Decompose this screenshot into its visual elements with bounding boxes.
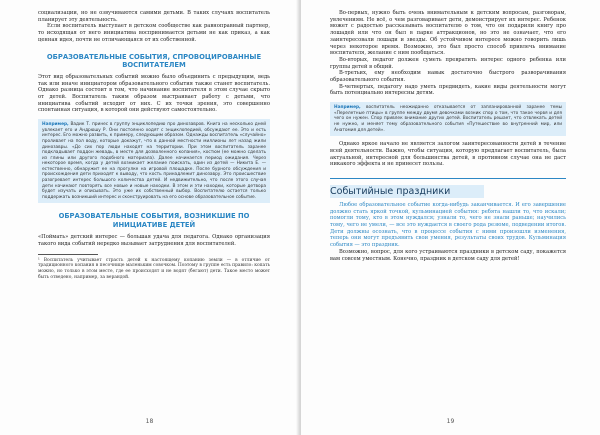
example-note-right-body: воспитатель неожиданно отказывается от запланированной заранее темы «Перелетные птицы» в группе между двумя девочками возник спор о том, что такое червя и для чего он нужен. Спор привлек внимание других детей. Воспитатель решает, что отвлекать детей не нужно, и меняет тему образовательного события «Путешествие во внутренний мир, или Анатомия для детей». bbox=[334, 105, 562, 133]
right-paragraph-5: Однако яркое начало не является залогом заинтересованности детей в течение всей деятельности. Важно, чтобы ситуация, которую предлагает воспитатель, была актуальной, интересной для большинства детей, в противном случае она не даст никакого эффекта и не принесет пользы. bbox=[330, 141, 566, 168]
right-paragraph-4: В-четвертых, педагогу надо уметь предвидеть, какие виды деятельности могут быть потенциально интересны детям. bbox=[330, 83, 566, 97]
right-paragraph-6: Возможно, вопрос, для кого устраиваются праздники в детском саду, покажется вам совсем уместным. Конечно, праздник в детском саду для детей! bbox=[330, 248, 566, 262]
left-paragraph-4: «Поймать» детский интерес — большая удача для педагога. Однако организация такого вида событий нередко вызывает затруднения для воспитателей. bbox=[38, 233, 270, 247]
left-page bbox=[0, 0, 299, 435]
right-paragraph-1: Во-первых, нужно быть очень внимательным к детским вопросам, разговорам, увлечениям. Не всё, о чем разговаривает дети, демонстрирует их интерес. Ребенок может с радостью рассказывать воспитателю о том, что он подарили книгу про лошадей или что он был в парке аттракционов, но это не означает, что его заинтересовали лошади и звезды. Об устойчивом интересе можно говорить лишь через некоторое время. Возможно, это был просто способ привлечь внимание воспитателя, желание с ним пообщаться. bbox=[330, 10, 566, 57]
example-note-right-lead: Например, bbox=[334, 105, 361, 111]
left-paragraph-3: Этот вид образовательных событий можно было объединить с предыдущим, ведь так или иначе инициатором образовательного события также станет воспитатель. Однако разница состоит в том, что начинание воспитателя в этом случае скрыто от детей. Воспитатель таким образом выстраивает работу с детьми, что инициатива событий исходит от них. С их точки зрения, это совершенно спонтанная ситуация, в которой они действуют самостоятельно. bbox=[38, 73, 270, 114]
right-page bbox=[301, 0, 600, 435]
footnote: ¹ Воспитатель учитывает страсть детей к настоящему копанию земли — в отличие от традиционного копания в песочнице маленьким совочком. Поэтому в группе есть правило: копать можно, но только в этом месте, где ее происходят и не водят (бегают) дети. Такое место может быть отведено, например, за верандой. bbox=[38, 257, 270, 280]
example-note-left bbox=[38, 119, 270, 203]
heading-child-initiated-events: ОБРАЗОВАТЕЛЬНЫЕ СОБЫТИЯ, ВОЗНИКШИЕ ПО ИНИЦИАТИВЕ ДЕТЕЙ bbox=[58, 212, 250, 229]
section-festive-events bbox=[330, 178, 566, 249]
example-note-right-text bbox=[334, 105, 562, 133]
example-note-right bbox=[330, 102, 566, 136]
page-number-right: 19 bbox=[446, 418, 455, 425]
example-note-left-body: Вадик Т. принес в группу энциклопедию про динозавров. Книга на несколько дней увлекает его и Андрюшу Р. Они постоянно ходят с энциклопедией, обсуждают ее. Это и есть интерес. Его можно развить, к примеру, следующим образом. Однажды воспитатель «случайно» проливает на пол воду, которые докажут, что в данной местности миллионы лет назад жили динозавры. «До сих пор люди находят на территории. При этом воспитатель заранее подкладывает поддон жевадь, в месте для дозволенного копания», костюм (ее можно сделать из глины или другого подобного материала). Далее начинается период ожидания. Через некоторое время, когда у детей возникает желание поискать, один из детей — Никита Е. — естественно, обнаружит ее на прогулке на игровой площадке. После бурного обсуждения и происхождения дети приходят к выводу, что кость принадлежит динозавру. Это происшествие разогревает интерес большого количества детей. И недвижительно, что после этого случая дети начинают повторять все новые и новые находки. В этом и эти находки, которые детвора будет изучать и описывать. Это уже их собственный выбор. Воспитателю остается только поддержать возникший интерес и сконструировать на его основе образовательное событие. bbox=[42, 122, 266, 200]
right-paragraph-2: Во-вторых, педагог должен суметь превратить интерес одного ребенка или группы детей в общий. bbox=[330, 56, 566, 70]
section-title: Событийные праздники bbox=[330, 185, 484, 198]
page-number-left: 18 bbox=[145, 418, 154, 425]
example-note-left-lead: Например, bbox=[42, 122, 69, 128]
heading-provoked-events: ОБРАЗОВАТЕЛЬНЫЕ СОБЫТИЯ, СПРОВОЦИРОВАННЫЕ ВОСПИТАТЕЛЕМ bbox=[46, 52, 262, 69]
example-note-left-text bbox=[42, 122, 266, 200]
footnote-divider bbox=[38, 254, 98, 255]
left-paragraph-2: Если воспитатель выступает в детском сообществе как равноправный партнер, то исходящая от него инициатива воспринимается детьми не как приказ, а как ценная идея, почти не отличающаяся от их собственной. bbox=[38, 23, 270, 43]
right-page-content bbox=[330, 10, 566, 262]
right-paragraph-3: В-третьих, ему необходим навык достаточно быстрого разворачивания образовательного события. bbox=[330, 70, 566, 84]
section-lead-paragraph: Любое образовательное событие когда-нибудь заканчивается. И его завершение должно стать яркой точкой, кульминацией события: ребята нашли то, что искали; помогли тому, кто в этом нуждался; узнали то, чего не знали раньше; научились тому, чего не умели, — все это нуждается в своего рода резюме, подведении итогов. Дети должны осознать, что в процессе события с ними произошли изменения, теперь они могут предъявить свои умения, результаты своих трудов. Кульминация события — это праздник. bbox=[330, 201, 566, 249]
left-page-content bbox=[38, 10, 270, 280]
left-paragraph-1: социализации, но не озвучиваются самими детьми. В таких случаях воспитатель планирует эту деятельность. bbox=[38, 10, 270, 23]
